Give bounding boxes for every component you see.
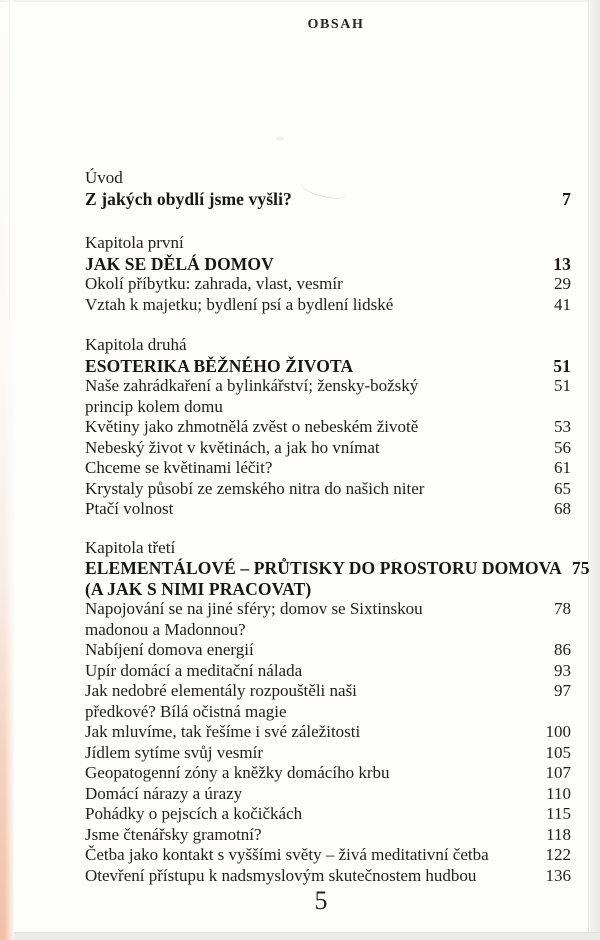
table-of-contents [85, 150, 590, 886]
entry-page-number: 65 [554, 478, 571, 498]
entry-page-number: 56 [554, 437, 571, 457]
scan-artifact [276, 136, 284, 141]
chapter-title-text: Z jakých obydlí jsme vyšli? [85, 188, 292, 209]
chapter-title-row [85, 579, 571, 600]
entry-text: Napojování se na jiné sféry; domov se Sixtinskou [85, 599, 423, 618]
entry-page-number: 29 [554, 274, 571, 293]
toc-entry-row [85, 845, 571, 866]
chapter-title-row [85, 558, 590, 579]
toc-entry-row [85, 499, 571, 520]
entry-text: Nabíjení domova energií [85, 640, 254, 659]
toc-entry-row [85, 722, 571, 743]
toc-entry-row [85, 661, 571, 682]
entry-text: předkové? Bílá očistná magie [85, 701, 287, 721]
toc-entry-row [85, 458, 571, 479]
entry-text: Ptačí volnost [85, 499, 174, 518]
entry-page-number: 78 [554, 599, 571, 618]
toc-entry-row [85, 479, 571, 500]
chapter-title-text: ESOTERIKA BĚŽNÉHO ŽIVOTA [85, 355, 354, 376]
chapter-title-text: (A JAK S NIMI PRACOVAT) [85, 578, 312, 599]
entry-page-number: 93 [554, 660, 571, 680]
entry-page-number: 100 [545, 722, 571, 741]
chapter-title-row [85, 189, 571, 210]
chapter-title-text: ELEMENTÁLOVÉ – PRŮTISKY DO PROSTORU DOMOVA [85, 558, 562, 578]
entry-page-number: 75 [571, 558, 590, 578]
toc-section [85, 335, 571, 520]
entry-page-number: 110 [546, 783, 571, 803]
toc-entry-row [85, 397, 571, 418]
entry-page-number: 13 [553, 253, 571, 274]
entry-text: Jak nedobré elementály rozpouštěli naši [85, 681, 357, 700]
entry-text: Krystaly působí ze zemského nitra do našich niter [85, 478, 425, 498]
entry-text: princip kolem domu [85, 396, 223, 416]
toc-entry-row [85, 681, 571, 702]
toc-entry-row [85, 599, 571, 620]
entry-page-number: 61 [554, 458, 571, 477]
entry-text: madonou a Madonnou? [85, 619, 246, 639]
entry-text: Jak mluvíme, tak řešíme i své záležitosti [85, 722, 361, 741]
scan-right-edge [588, 0, 600, 940]
page-number: 5 [314, 886, 328, 915]
entry-page-number: 86 [554, 640, 571, 659]
entry-text: Okolí příbytku: zahrada, vlast, vesmír [85, 274, 343, 293]
chapter-kicker: Kapitola třetí [85, 537, 176, 557]
entry-text: Naše zahrádkaření a bylinkářství; žensky-božský [85, 376, 419, 395]
entry-page-number: 51 [553, 355, 571, 376]
entry-text: Otevření přístupu k nadsmyslovým skutečnostem hudbou [85, 865, 477, 885]
chapter-title-text: JAK SE DĚLÁ DOMOV [85, 253, 274, 274]
entry-page-number: 107 [545, 763, 571, 782]
entry-text: Pohádky o pejscích a kočičkách [85, 804, 303, 823]
entry-page-number: 7 [562, 188, 571, 209]
chapter-kicker: Úvod [85, 168, 123, 187]
chapter-title-row [85, 254, 571, 275]
toc-section [85, 233, 571, 315]
entry-text: Vztah k majetku; bydlení psí a bydlení lidské [85, 294, 394, 314]
toc-entry-row [85, 702, 571, 723]
toc-entry-row [85, 763, 571, 784]
toc-entry-row [85, 620, 571, 641]
toc-entry-row [85, 376, 571, 397]
scan-top-edge [0, 0, 600, 2]
entry-text: Domácí nárazy a úrazy [85, 783, 243, 803]
chapter-kicker: Kapitola první [85, 233, 184, 252]
entry-text: Jsme čtenářsky gramotní? [85, 824, 262, 844]
entry-page-number: 115 [546, 804, 571, 823]
toc-entry-row [85, 295, 571, 316]
entry-text: Jídlem sytíme svůj vesmír [85, 742, 264, 762]
toc-entry-row [85, 825, 571, 846]
entry-text: Geopatogenní zóny a kněžky domácího krbu [85, 763, 390, 782]
entry-text: Květiny jako zhmotnělá zvěst o nebeském životě [85, 417, 419, 436]
entry-text: Chceme se květinami léčit? [85, 458, 273, 477]
entry-text: Četba jako kontakt s vyššími světy – živá meditativní četba [85, 845, 489, 864]
toc-entry-row [85, 438, 571, 459]
entry-text: Upír domácí a meditační nálada [85, 660, 303, 680]
entry-page-number: 41 [554, 294, 571, 314]
toc-entry-row [85, 640, 571, 661]
chapter-kicker: Kapitola druhá [85, 335, 187, 354]
entry-page-number: 97 [554, 681, 571, 700]
toc-entry-row [85, 784, 571, 805]
entry-page-number: 53 [554, 417, 571, 436]
page-header-title: OBSAH [307, 17, 365, 32]
chapter-title-row [85, 356, 571, 377]
entry-page-number: 122 [545, 845, 571, 864]
entry-page-number: 51 [554, 376, 571, 395]
entry-page-number: 68 [554, 499, 571, 518]
toc-entry-row [85, 866, 571, 887]
scan-bottom-edge [0, 932, 600, 940]
toc-section [85, 168, 571, 209]
entry-page-number: 118 [546, 824, 571, 844]
toc-entry-row [85, 804, 571, 825]
toc-entry-row [85, 417, 571, 438]
entry-page-number: 105 [545, 742, 571, 762]
toc-section [85, 537, 590, 887]
entry-text: Nebeský život v květinách, a jak ho vnímat [85, 437, 380, 457]
toc-entry-row [85, 743, 571, 764]
entry-page-number: 136 [545, 865, 571, 885]
toc-entry-row [85, 274, 571, 295]
book-spine-edge-shadow [0, 0, 14, 940]
